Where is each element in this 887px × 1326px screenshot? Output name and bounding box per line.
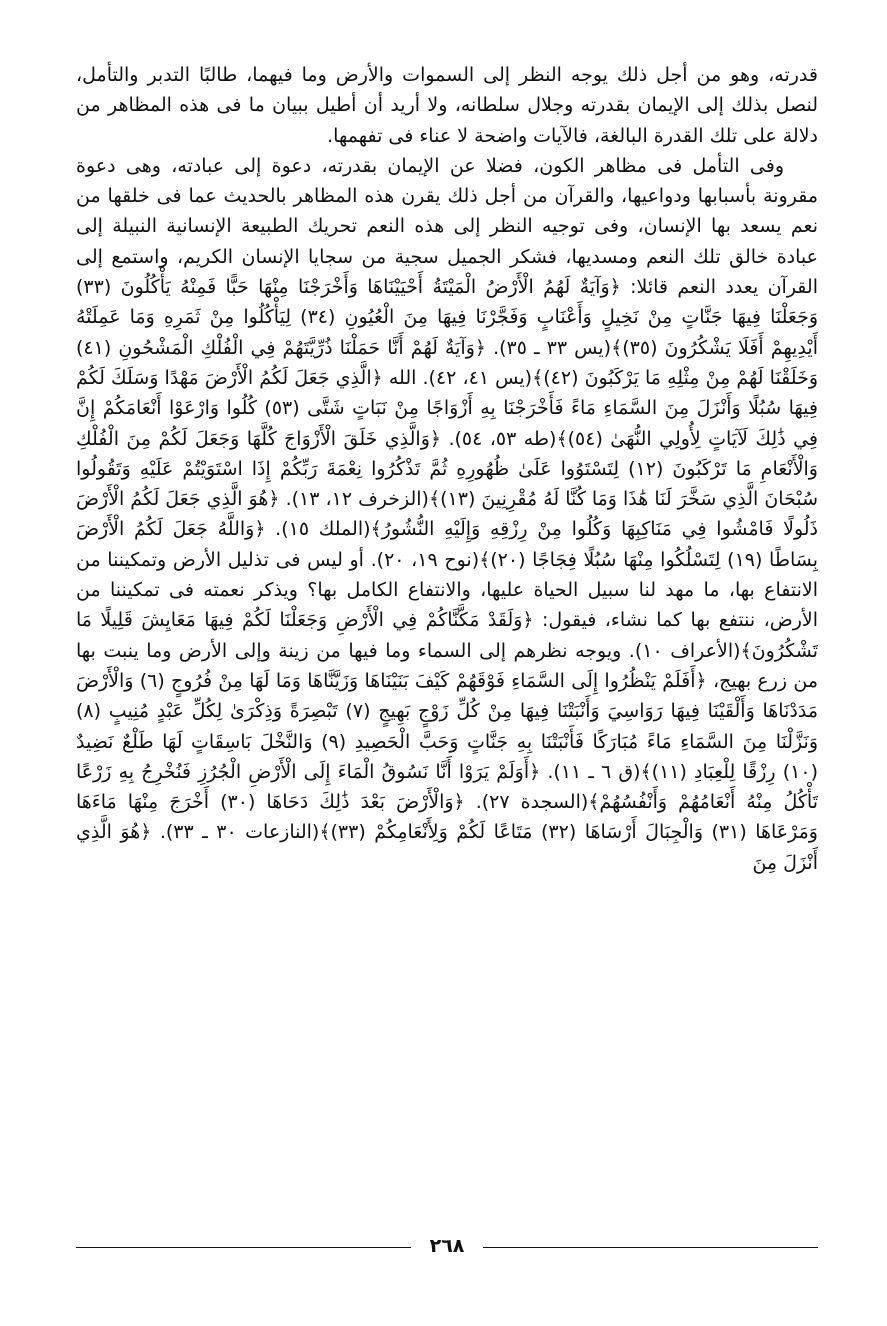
page-number: ٢٦٨ [429, 1235, 465, 1257]
footer-rule-left [76, 1247, 411, 1248]
page-body [76, 60, 818, 1260]
footer-rule-right [483, 1247, 818, 1248]
paragraph-2: وفى التأمل فى مظاهر الكون، فضلا عن الإيمان بقدرته، دعوة إلى عبادته، وهى دعوة مقرونة بأسبابها ودواعيها، والقرآن من أجل ذلك يقرن هذه المظاهر بالحديث عما فى خلقها من نعم يسعد بها الإنسان، وفى توجيه النظر إلى هذه النعم تحريك الطبيعة الإنسانية النبيلة إلى عبادة خالق تلك النعم ومسديها، فشكر الجميل سجية من سجايا الإنسان الكريم، واستمع إلى القرآن يعدد النعم قائلا: ﴿وَآيَةٌ لَهُمُ الْأَرْضُ الْمَيْتَةُ أَحْيَيْنَاهَا وَأَخْرَجْنَا مِنْهَا حَبًّا فَمِنْهُ يَأْكُلُونَ (٣٣) وَجَعَلْنَا فِيهَا جَنَّاتٍ مِنْ نَخِيلٍ وَأَعْنَابٍ وَفَجَّرْنَا فِيهَا مِنَ الْعُيُونِ (٣٤) لِيَأْكُلُوا مِنْ ثَمَرِهِ وَمَا عَمِلَتْهُ أَيْدِيهِمْ أَفَلَا يَشْكُرُونَ (٣٥)﴾(يس ٣٣ ـ ٣٥). ﴿وَآيَةٌ لَهُمْ أَنَّا حَمَلْنَا ذُرِّيَّتَهُمْ فِي الْفُلْكِ الْمَشْحُونِ (٤١) وَخَلَقْنَا لَهُمْ مِنْ مِثْلِهِ مَا يَرْكَبُونَ (٤٢)﴾(يس ٤١، ٤٢). الله ﴿الَّذِي جَعَلَ لَكُمُ الْأَرْضَ مَهْدًا وَسَلَكَ لَكُمْ فِيهَا سُبُلًا وَأَنْزَلَ مِنَ السَّمَاءِ مَاءً فَأَخْرَجْنَا بِهِ أَزْوَاجًا مِنْ نَبَاتٍ شَتَّى (٥٣) كُلُوا وَارْعَوْا أَنْعَامَكُمْ إِنَّ فِي ذَٰلِكَ لَآيَاتٍ لِأُولِي النُّهَىٰ (٥٤)﴾(طه ٥٣، ٥٤). ﴿وَالَّذِي خَلَقَ الْأَزْوَاجَ كُلَّهَا وَجَعَلَ لَكُمْ مِنَ الْفُلْكِ وَالْأَنْعَامِ مَا تَرْكَبُونَ (١٢) لِتَسْتَوُوا عَلَىٰ ظُهُورِهِ ثُمَّ تَذْكُرُوا نِعْمَةَ رَبِّكُمْ إِذَا اسْتَوَيْتُمْ عَلَيْهِ وَتَقُولُوا سُبْحَانَ الَّذِي سَخَّرَ لَنَا هَٰذَا وَمَا كُنَّا لَهُ مُقْرِنِينَ (١٣)﴾(الزخرف ١٢، ١٣). ﴿هُوَ الَّذِي جَعَلَ لَكُمُ الْأَرْضَ ذَلُولًا فَامْشُوا فِي مَنَاكِبِهَا وَكُلُوا مِنْ رِزْقِهِ وَإِلَيْهِ النُّشُورُ﴾(الملك ١٥). ﴿وَاللَّهُ جَعَلَ لَكُمُ الْأَرْضَ بِسَاطًا (١٩) لِتَسْلُكُوا مِنْهَا سُبُلًا فِجَاجًا (٢٠)﴾(نوح ١٩، ٢٠). أو ليس فى تذليل الأرض وتمكيننا من الانتفاع بها، ما مهد لنا سبيل الحياة عليها، والانتفاع الكامل بها؟ ويذكر نعمته فى تمكيننا من الأرض، ننتفع بها كما نشاء، فيقول: ﴿وَلَقَدْ مَكَّنَّاكُمْ فِي الْأَرْضِ وَجَعَلْنَا لَكُمْ فِيهَا مَعَايِشَ قَلِيلًا مَا تَشْكُرُونَ﴾(الأعراف ١٠). ويوجه نظرهم إلى السماء وما فيها من زينة وإلى الأرض وما ينبت بها من زرع بهيج، ﴿أَفَلَمْ يَنْظُرُوا إِلَى السَّمَاءِ فَوْقَهُمْ كَيْفَ بَنَيْنَاهَا وَزَيَّنَّاهَا وَمَا لَهَا مِنْ فُرُوجٍ (٦) وَالْأَرْضَ مَدَدْنَاهَا وَأَلْقَيْنَا فِيهَا رَوَاسِيَ وَأَنْبَتْنَا فِيهَا مِنْ كُلِّ زَوْجٍ بَهِيجٍ (٧) تَبْصِرَةً وَذِكْرَىٰ لِكُلِّ عَبْدٍ مُنِيبٍ (٨) وَنَزَّلْنَا مِنَ السَّمَاءِ مَاءً مُبَارَكًا فَأَنْبَتْنَا بِهِ جَنَّاتٍ وَحَبَّ الْحَصِيدِ (٩) وَالنَّخْلَ بَاسِقَاتٍ لَهَا طَلْعٌ نَضِيدٌ (١٠) رِزْقًا لِلْعِبَادِ (١١)﴾(ق ٦ ـ ١١). ﴿أَوَلَمْ يَرَوْا أَنَّا نَسُوقُ الْمَاءَ إِلَى الْأَرْضِ الْجُرُزِ فَنُخْرِجُ بِهِ زَرْعًا تَأْكُلُ مِنْهُ أَنْعَامُهُمْ وَأَنْفُسُهُمْ﴾(السجدة ٢٧). ﴿وَالْأَرْضَ بَعْدَ ذَٰلِكَ دَحَاهَا (٣٠) أَخْرَجَ مِنْهَا مَاءَهَا وَمَرْعَاهَا (٣١) وَالْجِبَالَ أَرْسَاهَا (٣٢) مَتَاعًا لَكُمْ وَلِأَنْعَامِكُمْ (٣٣)﴾(النازعات ٣٠ ـ ٣٣). ﴿هُوَ الَّذِي أَنْزَلَ مِنَ [76, 154, 818, 874]
page-footer [76, 1235, 818, 1258]
paragraph-1: قدرته، وهو من أجل ذلك يوجه النظر إلى السموات والأرض وما فيهما، طالبًا التدبر والتأمل، لنصل بذلك إلى الإيمان بقدرته وجلال سلطانه، ولا أريد أن أطيل ببيان ما فى هذه المظاهر من دلالة على تلك القدرة البالغة، فالآيات واضحة لا عناء فى تفهمها. [76, 64, 818, 147]
